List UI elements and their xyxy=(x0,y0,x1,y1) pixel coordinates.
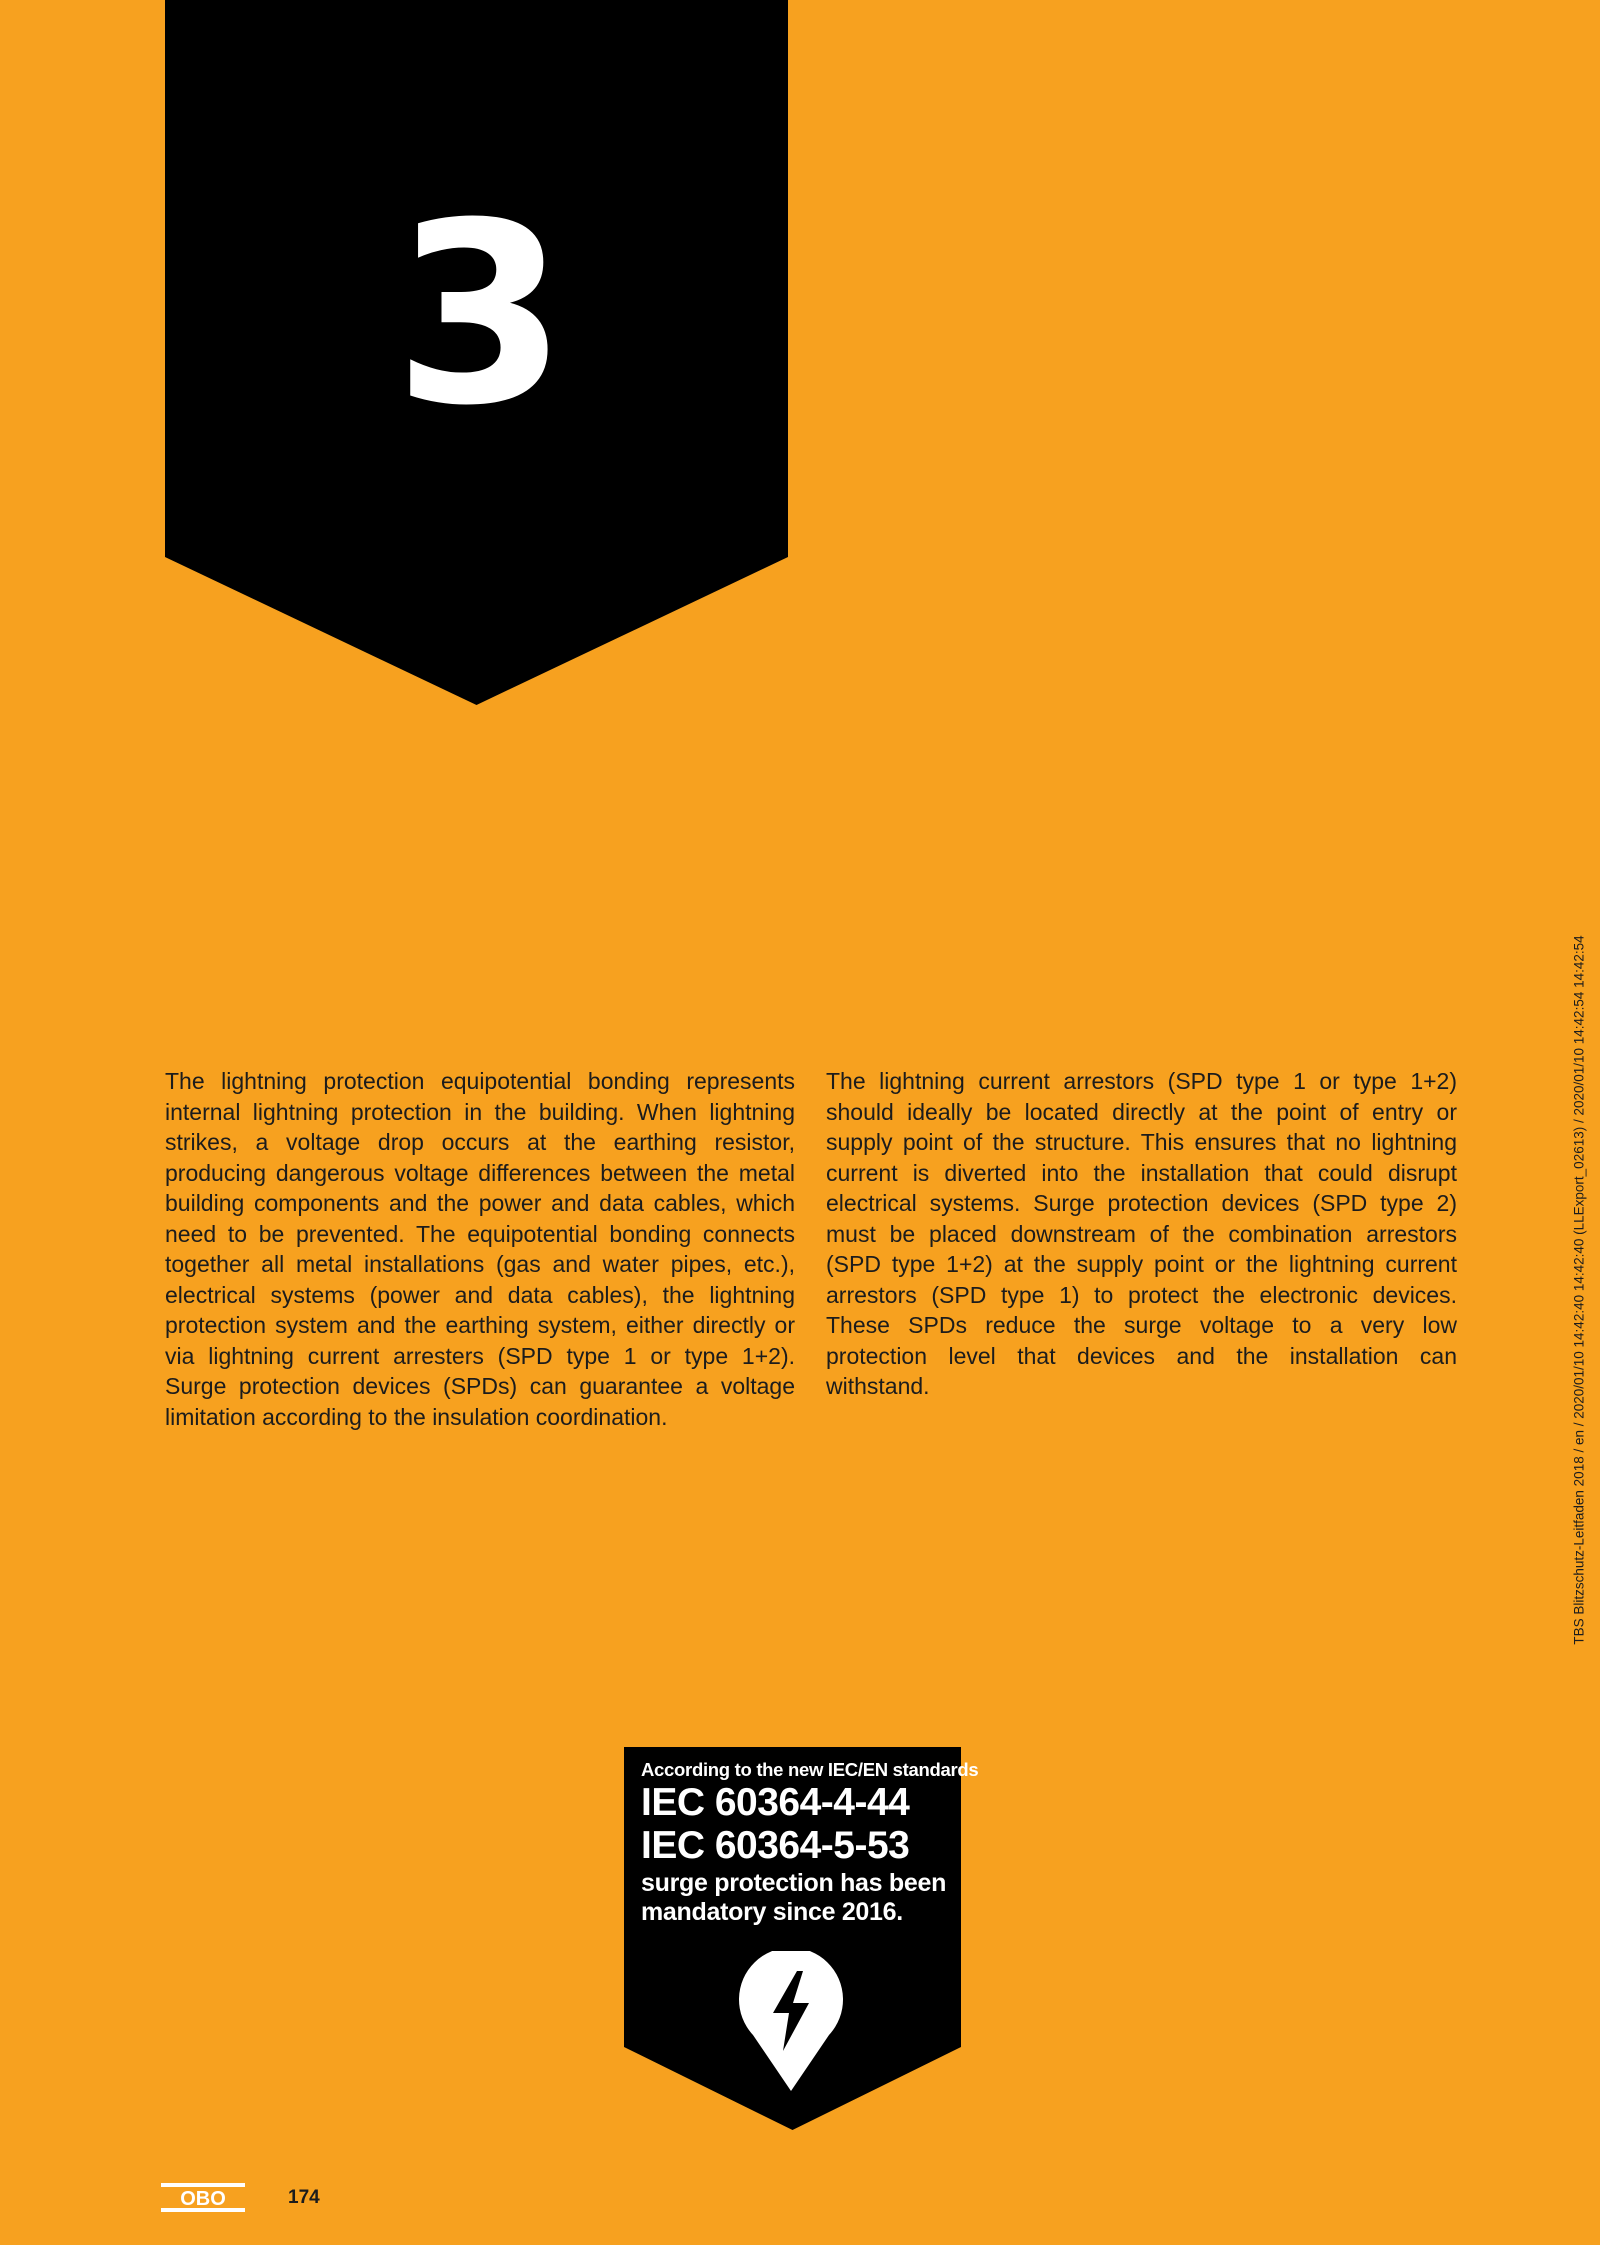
chapter-banner xyxy=(165,0,788,705)
lightning-pin-icon xyxy=(739,1951,843,2091)
badge-standard-2: IEC 60364-5-53 xyxy=(641,1824,910,1867)
badge-standard-1: IEC 60364-4-44 xyxy=(641,1781,910,1824)
badge-intro: According to the new IEC/EN standards xyxy=(641,1759,979,1780)
standards-badge xyxy=(624,1747,979,2130)
badge-line-2: mandatory since 2016. xyxy=(641,1898,903,1926)
obo-logo-text: OBO xyxy=(180,2188,226,2210)
page-number: 174 xyxy=(288,2187,320,2208)
body-text-left-column: The lightning protection equipotential bonding represents internal lightning protection in the building. When lightning strikes, a voltage drop occurs at the earthing resistor, producing dangerous voltage differences between the metal building components and the power and data cables, which need to be prevented. The equipotential bonding connects together all metal installations (gas and water pipes, etc.), electrical systems (power and data cables), the lightning protection system and the earthing system, either directly or via lightning current arresters (SPD type 1 or type 1+2). Surge protection devices (SPDs) can guarantee a voltage limitation according to the insulation coordination. xyxy=(165,1068,795,1430)
side-note: TBS Blitzschutz-Leitfaden 2018 / en / 2020/01/10 14:42:40 14:42:40 (LLExport_02613) / 2020/01/10 14:42:54 14:42:54 xyxy=(1571,935,1587,1645)
chapter-number: 3 xyxy=(393,169,560,460)
obo-logo xyxy=(161,2183,245,2212)
body-text-right-column: The lightning current arrestors (SPD type 1 or type 1+2) should ideally be located directly at the point of entry or supply point of the structure. This ensures that no lightning current is diverted into the installation that could disrupt electrical systems. Surge protection devices (SPD type 2) must be placed downstream of the combination arrestors (SPD type 1+2) at the supply point or the lightning current arrestors (SPD type 1) to protect the electronic devices. These SPDs reduce the surge voltage to a very low protection level that devices and the installation can withstand. xyxy=(826,1068,1457,1399)
badge-line-1: surge protection has been xyxy=(641,1869,947,1897)
